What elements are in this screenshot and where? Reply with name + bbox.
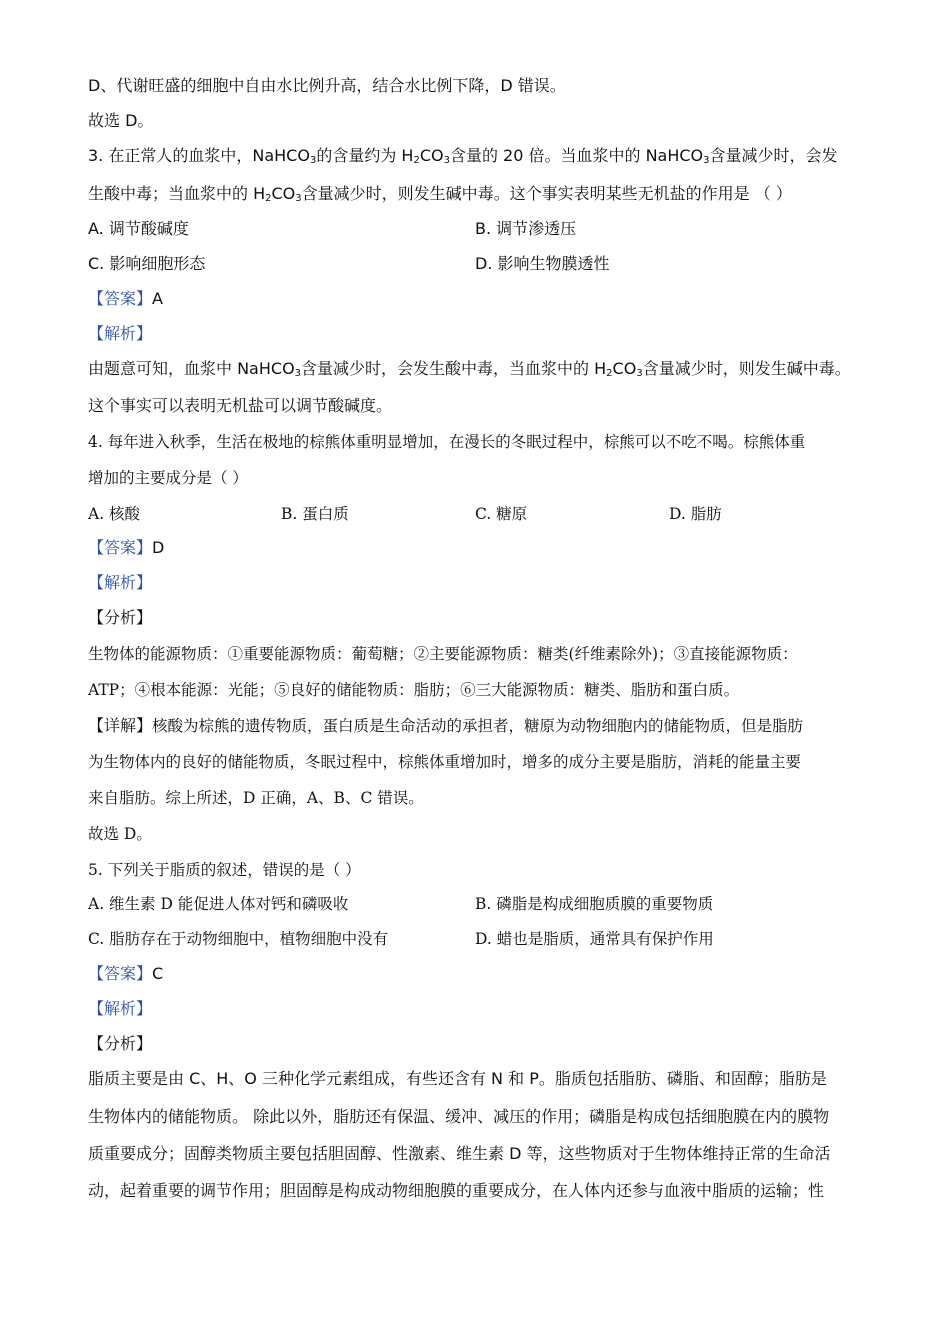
q3-option-d: D. 影响生物膜透性 (475, 254, 610, 273)
q4-answer: 【答案】D (88, 538, 165, 557)
q4-fenxi-line2: ATP；④根本能源：光能；⑤良好的储能物质：脂肪；⑥三大能源物质：糖类、脂肪和蛋白质。 (88, 681, 740, 699)
q5-option-d: D. 蜡也是脂质，通常具有保护作用 (475, 930, 714, 948)
q5-analysis-tag: 【解析】 (88, 999, 153, 1018)
q5-fenxi-line4: 动，起着重要的调节作用；胆固醇是构成动物细胞膜的重要成分，在人体内还参与血液中脂质的运输；性 (88, 1181, 825, 1200)
q5-option-a: A. 维生素 D 能促进人体对钙和磷吸收 (88, 895, 349, 913)
q5-option-b: B. 磷脂是构成细胞质膜的重要物质 (475, 895, 714, 913)
q5-fenxi-line1: 脂质主要是由 C、H、O 三种化学元素组成，有些还含有 N 和 P。脂质包括脂肪、磷脂、和固醇；脂肪是 (88, 1069, 827, 1088)
q4-option-c: C. 糖原 (475, 505, 528, 523)
q3-option-b: B. 调节渗透压 (475, 219, 577, 238)
q3-stem-line2: 生酸中毒；当血浆中的 $H_2CO_3$含量减少时，则发生碱中毒。这个事实表明某些无机盐的作用是 （ ） (88, 184, 792, 204)
q4-xiangjie-line2: 为生物体内的良好的储能物质，冬眠过程中，棕熊体重增加时，增多的成分主要是脂肪，消耗的能量主要 (88, 753, 802, 771)
q2-choose: 故选 D。 (88, 111, 154, 130)
q5-answer: 【答案】C (88, 964, 164, 983)
q4-xiangjie-line3: 来自脂肪。综上所述，D 正确，A、B、C 错误。 (88, 789, 424, 807)
q2-option-d-explanation: D、代谢旺盛的细胞中自由水比例升高，结合水比例下降，D 错误。 (88, 76, 566, 95)
q4-option-a: A. 核酸 (88, 505, 141, 523)
q5-fenxi-line2: 生物体内的储能物质。 除此以外，脂肪还有保温、缓冲、减压的作用；磷脂是构成包括细胞膜在内的膜物 (88, 1107, 830, 1126)
q3-analysis-line1: 由题意可知，血浆中 NaHCO$_3$含量减少时，会发生酸中毒，当血浆中的 $H_2CO_3$含量减少时，则发生碱中毒。 (88, 359, 851, 379)
q5-stem: 5. 下列关于脂质的叙述，错误的是（ ） (88, 861, 361, 879)
answer-tag: 【答案】 (88, 289, 153, 308)
q4-option-d: D. 脂肪 (669, 505, 722, 523)
q3-answer: 【答案】A (88, 289, 163, 308)
q4-stem-line2: 增加的主要成分是（ ） (88, 469, 248, 487)
q3-analysis-tag: 【解析】 (88, 324, 153, 343)
q4-option-b: B. 蛋白质 (281, 505, 349, 523)
q4-analysis-tag: 【解析】 (88, 573, 153, 592)
q3-analysis-line2: 这个事实可以表明无机盐可以调节酸碱度。 (88, 396, 393, 415)
q3-option-a: A. 调节酸碱度 (88, 219, 189, 238)
q4-choose: 故选 D。 (88, 825, 152, 843)
q5-option-c: C. 脂肪存在于动物细胞中，植物细胞中没有 (88, 930, 389, 948)
q5-fenxi-tag: 【分析】 (88, 1034, 153, 1053)
answer-tag: 【答案】 (88, 538, 153, 557)
q3-stem-line1: 3. 在正常人的血浆中，NaHCO$_3$的含量约为 $H_2CO_3$含量的 20 倍。当血浆中的 NaHCO$_3$含量减少时，会发 (88, 146, 838, 166)
q5-fenxi-line3: 质重要成分；固醇类物质主要包括胆固醇、性激素、维生素 D 等，这些物质对于生物体维持正常的生命活 (88, 1144, 831, 1163)
answer-tag: 【答案】 (88, 964, 153, 983)
q3-option-c: C. 影响细胞形态 (88, 254, 206, 273)
q4-fenxi-line1: 生物体的能源物质：①重要能源物质：葡萄糖；②主要能源物质：糖类(纤维素除外)；③直接能源物质： (88, 645, 798, 663)
q4-stem-line1: 4. 每年进入秋季，生活在极地的棕熊体重明显增加，在漫长的冬眠过程中，棕熊可以不吃不喝。棕熊体重 (88, 433, 806, 451)
q4-fenxi-tag: 【分析】 (88, 608, 153, 627)
q4-xiangjie-line1: 【详解】核酸为棕熊的遗传物质，蛋白质是生命活动的承担者，糖原为动物细胞内的储能物质，但是脂肪 (88, 716, 804, 735)
